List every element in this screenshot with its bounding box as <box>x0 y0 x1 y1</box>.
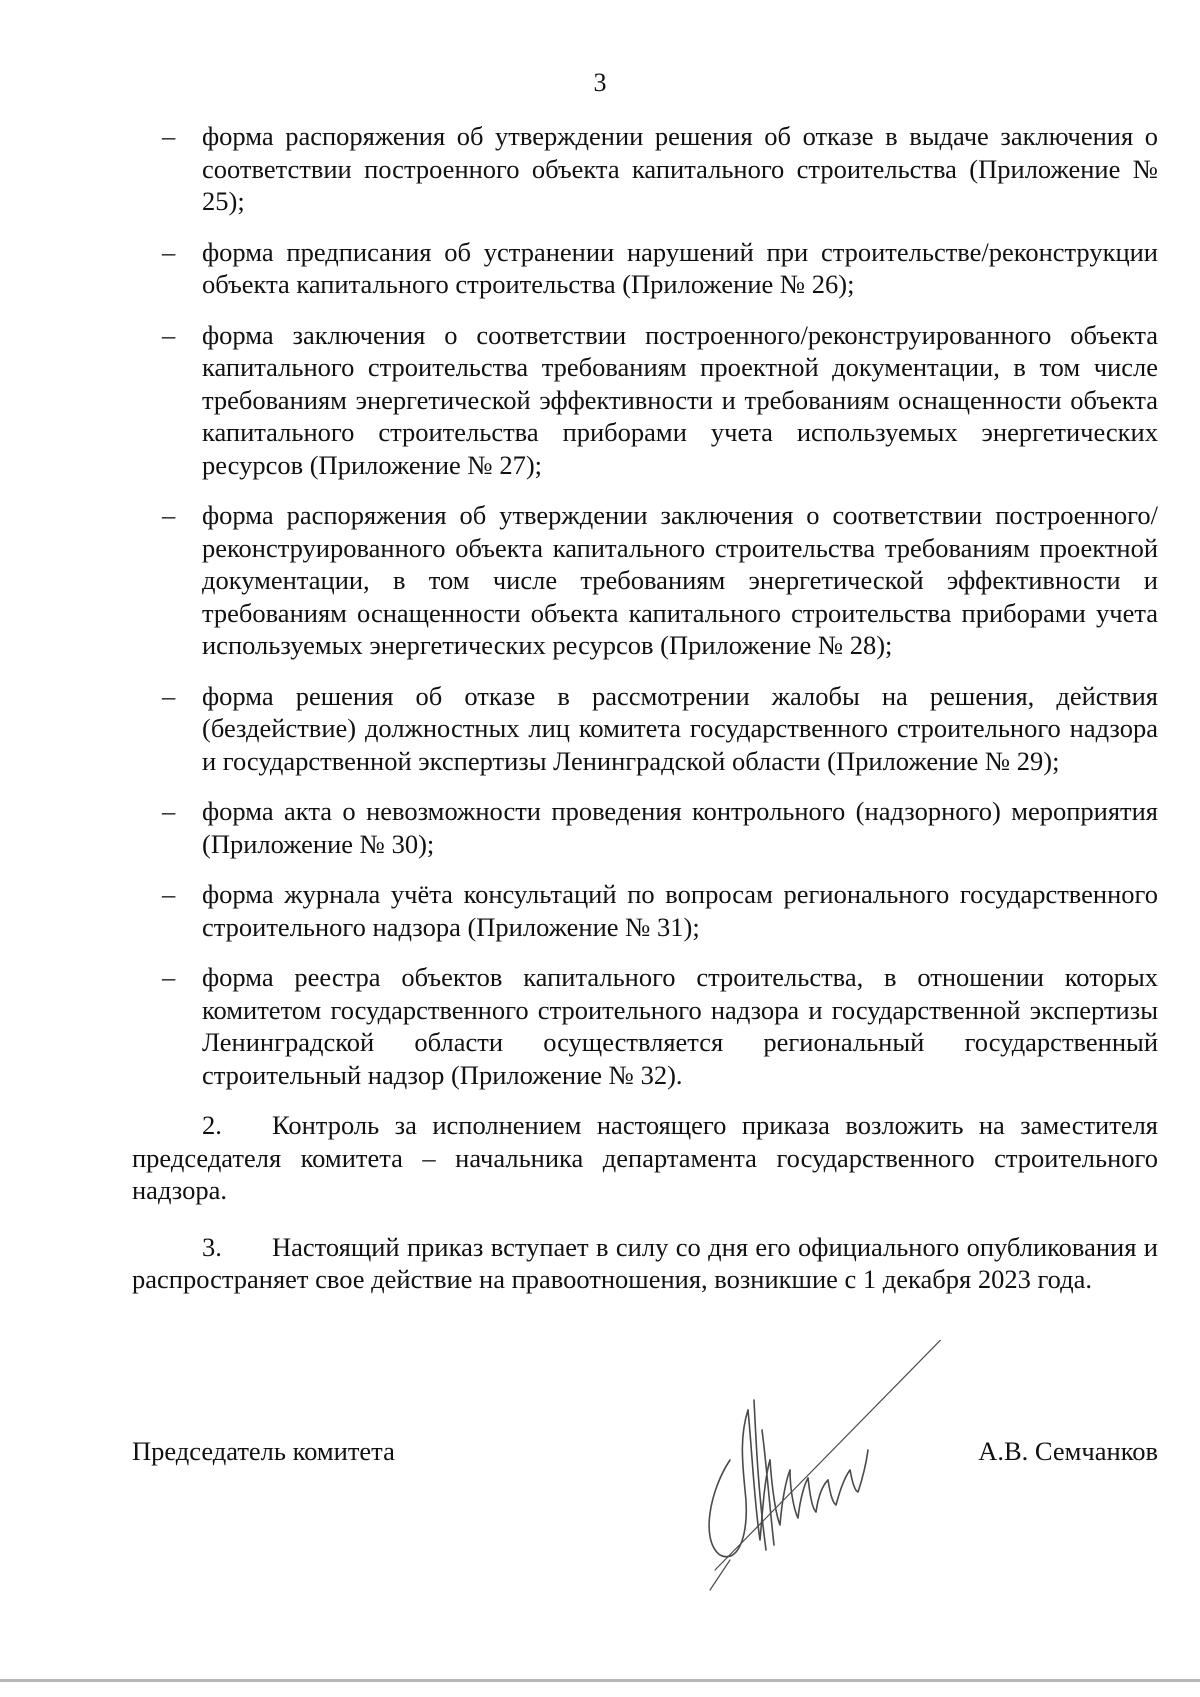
signer-position: Председатель комитета <box>132 1436 395 1466</box>
list-item-text: форма реестра объектов капитального строительства, в отношении которых комитетом государственного строительного надзора и государственной экспертизы Ленинградской области осуществляется региональный государственный строительный надзор (Приложение № 32). <box>202 962 1158 1090</box>
list-item-text: форма журнала учёта консультаций по вопросам регионального государственного строительного надзора (Приложение № 31); <box>202 879 1158 942</box>
list-item <box>132 236 1158 301</box>
page-number: 3 <box>593 68 607 97</box>
appendix-form-list <box>132 120 1158 1091</box>
list-dash: – <box>162 319 176 350</box>
paragraph-number: 2. <box>202 1110 222 1140</box>
list-item <box>132 499 1158 662</box>
list-item <box>132 680 1158 778</box>
list-item <box>132 878 1158 943</box>
list-dash: – <box>162 121 176 151</box>
paragraph-3 <box>132 1231 1158 1296</box>
list-dash: – <box>162 962 176 992</box>
paragraph-2 <box>132 1109 1158 1207</box>
list-dash: – <box>162 879 176 909</box>
paragraph-text: Настоящий приказ вступает в силу со дня его официального опубликования и распространяет свое действие на правоотношения, возникшие с 1 декабря 2023 года. <box>132 1231 1158 1294</box>
paragraph-text: Контроль за исполнением настоящего приказа возложить на заместителя председателя комитета – начальника департамента государственного строительного надзора. <box>132 1110 1158 1205</box>
signer-name: А.В. Семчанков <box>978 1436 1158 1466</box>
list-item <box>132 120 1158 218</box>
list-dash: – <box>162 796 176 826</box>
handwritten-signature-icon <box>690 1340 990 1600</box>
list-item-text: форма акта о невозможности проведения контрольного (надзорного) мероприятия (Приложение № 30); <box>202 796 1158 859</box>
list-item-text: форма предписания об устранении нарушений при строительстве/реконструкции объекта капитального строительства (Приложение № 26); <box>202 236 1158 299</box>
document-body <box>132 120 1158 1296</box>
list-item-text: форма заключения о соответствии построенного/реконструированного объекта капитального строительства требованиям проектной документации, в том числе требованиям энергетической эффективности и требованиям оснащенности объекта капитального строительства приборами учета используемых энергетических ресурсов (Приложение № 27); <box>202 319 1158 480</box>
list-dash: – <box>162 680 176 711</box>
list-item-text: форма решения об отказе в рассмотрении жалобы на решения, действия (бездействие) должностных лиц комитета государственного строительного надзора и государственной экспертизы Ленинградской области (Приложение № 29); <box>202 680 1158 776</box>
list-item <box>132 795 1158 860</box>
list-dash: – <box>162 500 176 530</box>
signature-block <box>132 1435 1158 1475</box>
list-dash: – <box>162 236 176 267</box>
paragraph-number: 3. <box>202 1231 222 1262</box>
list-item <box>132 319 1158 482</box>
list-item <box>132 961 1158 1091</box>
list-item-text: форма распоряжения об утверждении решения об отказе в выдаче заключения о соответствии построенного объекта капитального строительства (Приложение № 25); <box>202 121 1158 216</box>
list-item-text: форма распоряжения об утверждении заключения о соответствии построенного/реконструированного объекта капитального строительства требованиям проектной документации, в том числе требованиям энергетической эффективности и требованиям оснащенности объекта капитального строительства приборами учета используемых энергетических ресурсов (Приложение № 28); <box>202 500 1158 660</box>
page-bottom-edge <box>0 1679 1200 1682</box>
